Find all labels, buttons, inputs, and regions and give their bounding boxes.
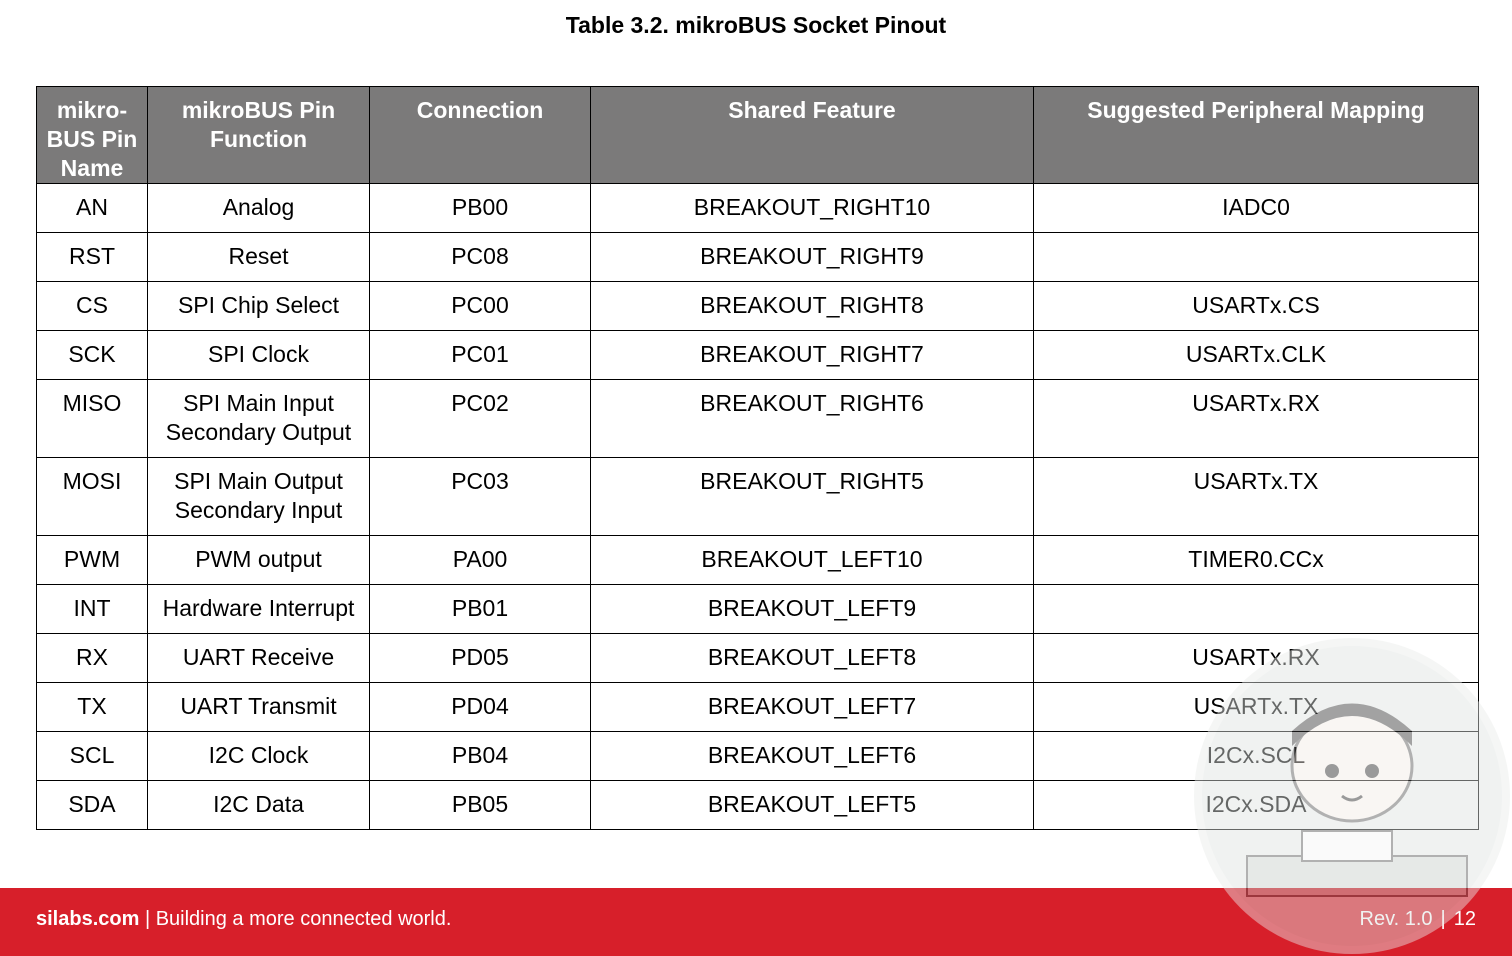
cell-pin-function: UART Transmit bbox=[148, 683, 370, 732]
pinout-table bbox=[36, 86, 1479, 830]
cell-pin-name: SCL bbox=[37, 732, 148, 781]
cell-pin-function: SPI Chip Select bbox=[148, 282, 370, 331]
cell-pin-name: AN bbox=[37, 184, 148, 233]
table-row bbox=[37, 585, 1479, 634]
column-header-shared-feature: Shared Feature bbox=[591, 87, 1034, 184]
cell-pin-name: INT bbox=[37, 585, 148, 634]
cell-pin-name: MOSI bbox=[37, 458, 148, 536]
cell-peripheral-mapping: USARTx.RX bbox=[1034, 380, 1479, 458]
table-row bbox=[37, 732, 1479, 781]
column-header-pin-name: mikro-BUS Pin Name bbox=[37, 87, 148, 184]
cell-shared-feature: BREAKOUT_LEFT10 bbox=[591, 536, 1034, 585]
table-title: Table 3.2. mikroBUS Socket Pinout bbox=[565, 12, 947, 38]
table-row bbox=[37, 331, 1479, 380]
table-row bbox=[37, 282, 1479, 331]
column-header-pin-function: mikroBUS Pin Function bbox=[148, 87, 370, 184]
cell-pin-name: PWM bbox=[37, 536, 148, 585]
table-row bbox=[37, 634, 1479, 683]
cell-pin-name: RST bbox=[37, 233, 148, 282]
cell-connection: PC03 bbox=[370, 458, 591, 536]
table-row bbox=[37, 233, 1479, 282]
cell-pin-function: SPI Main Input Secondary Output bbox=[148, 380, 370, 458]
cell-connection: PC01 bbox=[370, 331, 591, 380]
table-row bbox=[37, 536, 1479, 585]
page-footer bbox=[0, 888, 1512, 956]
cell-connection: PC08 bbox=[370, 233, 591, 282]
cell-pin-function: I2C Clock bbox=[148, 732, 370, 781]
cell-pin-name: CS bbox=[37, 282, 148, 331]
table-row bbox=[37, 458, 1479, 536]
table-row bbox=[37, 683, 1479, 732]
cell-shared-feature: BREAKOUT_LEFT8 bbox=[591, 634, 1034, 683]
cell-shared-feature: BREAKOUT_LEFT9 bbox=[591, 585, 1034, 634]
column-header-peripheral-mapping: Suggested Peripheral Mapping bbox=[1034, 87, 1479, 184]
cell-shared-feature: BREAKOUT_LEFT7 bbox=[591, 683, 1034, 732]
cell-connection: PA00 bbox=[370, 536, 591, 585]
cell-shared-feature: BREAKOUT_LEFT6 bbox=[591, 732, 1034, 781]
cell-pin-function: Reset bbox=[148, 233, 370, 282]
cell-peripheral-mapping: I2Cx.SCL bbox=[1034, 732, 1479, 781]
cell-connection: PD04 bbox=[370, 683, 591, 732]
cell-peripheral-mapping: USARTx.CLK bbox=[1034, 331, 1479, 380]
cell-pin-name: SCK bbox=[37, 331, 148, 380]
cell-peripheral-mapping bbox=[1034, 233, 1479, 282]
cell-pin-function: SPI Main Output Secondary Input bbox=[148, 458, 370, 536]
cell-peripheral-mapping: I2Cx.SDA bbox=[1034, 781, 1479, 830]
footer-revision: Rev. 1.0 bbox=[1359, 908, 1433, 930]
page-number: 12 bbox=[1453, 908, 1476, 930]
cell-pin-function: Analog bbox=[148, 184, 370, 233]
cell-pin-name: SDA bbox=[37, 781, 148, 830]
cell-pin-function: Hardware Interrupt bbox=[148, 585, 370, 634]
cell-shared-feature: BREAKOUT_RIGHT10 bbox=[591, 184, 1034, 233]
cell-peripheral-mapping: USARTx.TX bbox=[1034, 683, 1479, 732]
cell-pin-function: UART Receive bbox=[148, 634, 370, 683]
cell-pin-name: TX bbox=[37, 683, 148, 732]
footer-branding bbox=[36, 908, 451, 931]
cell-connection: PB05 bbox=[370, 781, 591, 830]
cell-pin-function: PWM output bbox=[148, 536, 370, 585]
cell-shared-feature: BREAKOUT_RIGHT5 bbox=[591, 458, 1034, 536]
footer-page-info bbox=[1360, 908, 1476, 931]
cell-pin-name: RX bbox=[37, 634, 148, 683]
cell-peripheral-mapping: IADC0 bbox=[1034, 184, 1479, 233]
footer-separator: | bbox=[1440, 908, 1446, 930]
cell-shared-feature: BREAKOUT_LEFT5 bbox=[591, 781, 1034, 830]
cell-pin-function: I2C Data bbox=[148, 781, 370, 830]
cell-connection: PC02 bbox=[370, 380, 591, 458]
column-header-connection: Connection bbox=[370, 87, 591, 184]
cell-shared-feature: BREAKOUT_RIGHT9 bbox=[591, 233, 1034, 282]
cell-connection: PB04 bbox=[370, 732, 591, 781]
cell-peripheral-mapping bbox=[1034, 585, 1479, 634]
cell-peripheral-mapping: USARTx.TX bbox=[1034, 458, 1479, 536]
cell-connection: PC00 bbox=[370, 282, 591, 331]
cell-peripheral-mapping: TIMER0.CCx bbox=[1034, 536, 1479, 585]
cell-shared-feature: BREAKOUT_RIGHT6 bbox=[591, 380, 1034, 458]
cell-connection: PD05 bbox=[370, 634, 591, 683]
cell-connection: PB01 bbox=[370, 585, 591, 634]
footer-tagline: | Building a more connected world. bbox=[139, 908, 452, 930]
cell-pin-name: MISO bbox=[37, 380, 148, 458]
cell-peripheral-mapping: USARTx.CS bbox=[1034, 282, 1479, 331]
table-row bbox=[37, 184, 1479, 233]
cell-peripheral-mapping: USARTx.RX bbox=[1034, 634, 1479, 683]
footer-site: silabs.com bbox=[36, 908, 140, 930]
table-header-row bbox=[37, 87, 1479, 184]
cell-shared-feature: BREAKOUT_RIGHT8 bbox=[591, 282, 1034, 331]
cell-connection: PB00 bbox=[370, 184, 591, 233]
table-row bbox=[37, 380, 1479, 458]
cell-pin-function: SPI Clock bbox=[148, 331, 370, 380]
table-row bbox=[37, 781, 1479, 830]
cell-shared-feature: BREAKOUT_RIGHT7 bbox=[591, 331, 1034, 380]
